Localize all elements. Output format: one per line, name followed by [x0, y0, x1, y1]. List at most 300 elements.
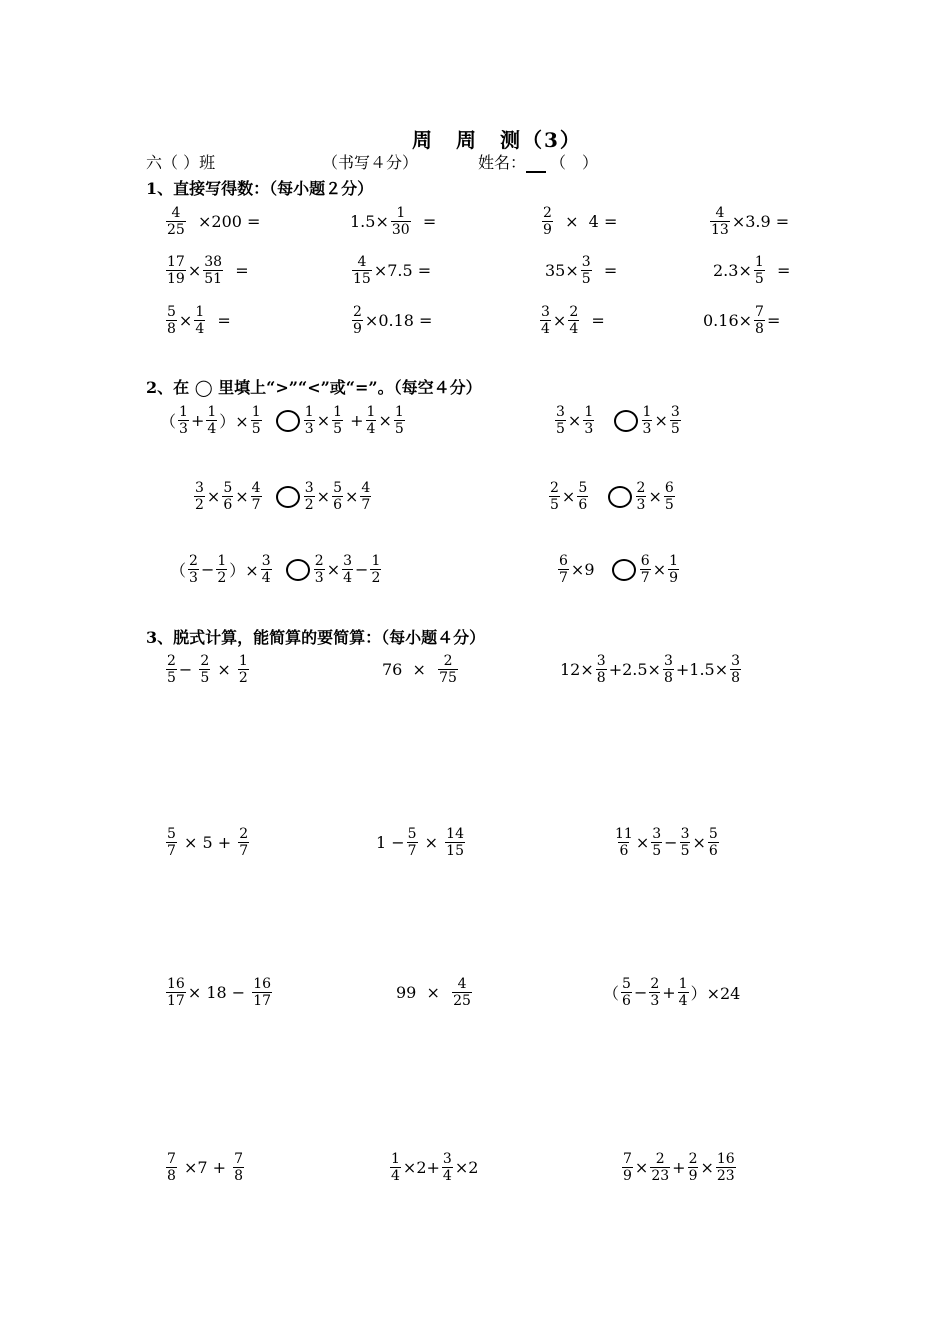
fraction: [360, 480, 371, 513]
expr-text: ×: [326, 560, 341, 579]
expr-text: [596, 411, 611, 430]
numerator: 3: [731, 653, 741, 669]
expr-text: ×: [212, 660, 236, 679]
fraction: [304, 404, 315, 437]
expr-text: ×: [700, 1158, 714, 1177]
fraction: [194, 480, 205, 513]
fraction: [452, 976, 472, 1009]
numerator: 1: [207, 404, 217, 420]
fraction: [352, 304, 363, 337]
fraction: [716, 1151, 736, 1184]
denominator: 4: [261, 570, 271, 586]
fraction: [442, 1151, 453, 1184]
numerator: 5: [333, 480, 342, 496]
denominator: 5: [754, 271, 764, 287]
fraction: [581, 254, 592, 287]
fraction: [304, 480, 315, 513]
numerator: 14: [446, 826, 464, 842]
fraction: [391, 205, 411, 238]
section3-item: [620, 1151, 738, 1184]
expr-text: +: [345, 411, 364, 430]
denominator: 7: [239, 843, 249, 859]
expr-text: =: [207, 311, 231, 330]
expr-text: ×2+: [402, 1158, 440, 1177]
denominator: 6: [708, 843, 718, 859]
section1-item: [350, 254, 431, 287]
expr-text: ×: [316, 487, 331, 506]
fraction: [332, 404, 343, 437]
expr-text: ×: [654, 411, 668, 430]
fraction: [178, 404, 189, 437]
expr-text: 1.5×: [350, 212, 389, 231]
denominator: 25: [167, 222, 185, 238]
section3-item: [388, 1151, 478, 1184]
denominator: 2: [304, 497, 314, 513]
expr-text: [274, 560, 284, 579]
expr-text: ×: [652, 560, 667, 579]
denominator: 5: [251, 421, 261, 437]
fraction: [730, 653, 741, 686]
numerator: 38: [204, 254, 223, 270]
fraction: [680, 826, 691, 859]
numerator: 4: [251, 480, 261, 496]
expr-text: −: [355, 560, 369, 579]
denominator: 7: [640, 570, 650, 586]
denominator: 7: [361, 497, 371, 513]
expr-text: ×: [187, 261, 202, 280]
denominator: 7: [167, 843, 176, 859]
expr-text: ×3.9 =: [731, 212, 790, 231]
fraction: [366, 404, 377, 437]
numerator: 1: [371, 553, 381, 569]
denominator: 4: [195, 321, 205, 337]
fraction: [203, 254, 223, 287]
name-paren: （ ）: [550, 153, 599, 172]
expr-text: +: [672, 1158, 686, 1177]
section1-item: [708, 205, 789, 238]
numerator: 7: [167, 1151, 176, 1167]
expr-text: [264, 487, 274, 506]
denominator: 3: [179, 421, 188, 437]
fraction: [649, 976, 660, 1009]
fraction: [314, 553, 325, 586]
fraction: [407, 826, 418, 859]
expr-text: =: [593, 261, 618, 280]
expr-text: × 18 −: [187, 983, 251, 1002]
numerator: 2: [353, 304, 362, 320]
expr-text: （: [160, 412, 177, 431]
expr-text: ×200 =: [187, 212, 261, 231]
fraction: [708, 826, 719, 859]
numerator: 1: [179, 404, 188, 420]
expr-text: [264, 411, 274, 430]
expr-text: =: [766, 311, 781, 330]
numerator: 2: [443, 653, 453, 669]
numerator: 4: [361, 480, 371, 496]
denominator: 9: [688, 1168, 698, 1184]
numerator: 1: [669, 553, 679, 569]
fraction: [642, 404, 653, 437]
denominator: 4: [569, 321, 579, 337]
fraction: [332, 480, 343, 513]
fraction: [663, 653, 674, 686]
page-title: 周 周 测（3）: [412, 128, 582, 152]
expr-text: ×0.18 =: [364, 311, 433, 330]
denominator: 6: [333, 497, 342, 513]
numerator: 6: [664, 480, 674, 496]
fraction: [222, 480, 233, 513]
section2-item: [553, 404, 683, 437]
fraction: [688, 1151, 699, 1184]
fraction: [651, 826, 662, 859]
section2-title: 2、在 ◯ 里填上“>”“<”或“=”。（每空４分）: [146, 378, 482, 397]
denominator: 8: [234, 1168, 244, 1184]
numerator: 7: [623, 1151, 632, 1167]
fraction: [166, 653, 177, 686]
denominator: 4: [343, 570, 353, 586]
expr-text: ）×: [229, 561, 259, 580]
numerator: 3: [343, 553, 353, 569]
denominator: 15: [353, 271, 371, 287]
numerator: 3: [541, 304, 550, 320]
section2-item: [160, 404, 407, 437]
fraction: [352, 254, 372, 287]
expr-text: =: [581, 311, 605, 330]
denominator: 13: [711, 222, 729, 238]
expr-text: 0.16×: [703, 311, 753, 330]
numerator: 1: [391, 1151, 400, 1167]
denominator: 6: [619, 843, 629, 859]
denominator: 5: [670, 421, 680, 437]
fraction: [390, 1151, 401, 1184]
numerator: 3: [652, 826, 662, 842]
numerator: 16: [167, 976, 185, 992]
section3-item: [560, 653, 743, 686]
class-label: 六（ ）班: [146, 153, 216, 172]
section1-item: [164, 205, 260, 238]
numerator: 3: [195, 480, 204, 496]
expr-text: ×: [567, 411, 582, 430]
section2-item: [547, 480, 677, 513]
fraction: [710, 205, 730, 238]
fraction: [754, 254, 765, 287]
denominator: 2: [195, 497, 204, 513]
section3-item: [164, 1151, 246, 1184]
compare-circle-blank[interactable]: [608, 486, 632, 508]
numerator: 2: [650, 976, 660, 992]
numerator: 1: [394, 404, 404, 420]
numerator: 5: [578, 480, 588, 496]
numerator: 2: [550, 480, 559, 496]
expr-text: −: [664, 833, 678, 852]
numerator: 1: [238, 653, 248, 669]
denominator: 4: [366, 421, 376, 437]
denominator: 3: [636, 497, 646, 513]
expr-text: +: [662, 983, 676, 1002]
denominator: 8: [167, 321, 176, 337]
fraction: [206, 404, 217, 437]
section3-item: [164, 976, 274, 1009]
fraction: [166, 826, 177, 859]
denominator: 5: [333, 421, 343, 437]
fraction: [555, 404, 566, 437]
denominator: 19: [167, 271, 185, 287]
compare-circle-blank[interactable]: [286, 559, 310, 581]
denominator: 9: [623, 1168, 632, 1184]
numerator: 5: [223, 480, 233, 496]
expr-text: （: [170, 561, 187, 580]
numerator: 3: [670, 404, 680, 420]
fraction: [583, 404, 594, 437]
denominator: 3: [650, 993, 660, 1009]
fraction: [558, 553, 569, 586]
section3-item: [164, 653, 251, 686]
denominator: 9: [669, 570, 679, 586]
fraction: [678, 976, 689, 1009]
denominator: 75: [439, 670, 457, 686]
section3-item: [164, 826, 251, 859]
fraction: [251, 480, 262, 513]
expr-text: ×: [316, 411, 331, 430]
denominator: 4: [442, 1168, 452, 1184]
numerator: 1: [195, 304, 205, 320]
section3-item: [612, 826, 721, 859]
denominator: 8: [731, 670, 741, 686]
fraction: [233, 1151, 244, 1184]
denominator: 5: [652, 843, 662, 859]
denominator: 17: [253, 993, 272, 1009]
numerator: 16: [716, 1151, 735, 1167]
name-blank: [526, 159, 546, 173]
denominator: 4: [541, 321, 550, 337]
denominator: 2: [371, 570, 381, 586]
numerator: 3: [680, 826, 690, 842]
numerator: 1: [584, 404, 594, 420]
fraction: [166, 205, 186, 238]
denominator: 9: [353, 321, 362, 337]
denominator: 8: [663, 670, 673, 686]
expr-text: 12×: [560, 660, 594, 679]
expr-text: （: [603, 984, 620, 1003]
numerator: 2: [543, 205, 552, 221]
expr-text: +1.5×: [675, 660, 729, 679]
expr-text: × 5 +: [178, 833, 237, 852]
numerator: 5: [708, 826, 718, 842]
expr-text: 99 ×: [396, 983, 451, 1002]
numerator: 2: [167, 653, 176, 669]
fraction: [650, 1151, 670, 1184]
expr-text: 35×: [545, 261, 579, 280]
denominator: 6: [578, 497, 588, 513]
expr-text: +: [190, 411, 205, 430]
expr-text: −: [633, 983, 648, 1002]
numerator: 17: [167, 254, 185, 270]
section2-item: [192, 480, 373, 513]
numerator: 2: [655, 1151, 665, 1167]
expr-text: ×: [419, 833, 444, 852]
expr-text: ×: [561, 487, 576, 506]
numerator: 1: [396, 205, 406, 221]
fraction: [342, 553, 353, 586]
denominator: 9: [543, 222, 552, 238]
fraction: [664, 480, 675, 513]
denominator: 25: [453, 993, 471, 1009]
denominator: 5: [664, 497, 674, 513]
denominator: 4: [207, 421, 217, 437]
denominator: 5: [167, 670, 176, 686]
expr-text: ×: [345, 487, 359, 506]
section3-item: [396, 976, 474, 1009]
fraction: [261, 553, 272, 586]
numerator: 7: [234, 1151, 244, 1167]
numerator: 1: [333, 404, 343, 420]
numerator: 3: [581, 254, 591, 270]
fraction: [542, 205, 553, 238]
denominator: 3: [584, 421, 594, 437]
expr-text: −: [200, 560, 215, 579]
fraction: [577, 480, 588, 513]
denominator: 6: [223, 497, 233, 513]
section3-title: 3、脱式计算，能简算的要简算：（每小题４分）: [146, 628, 486, 647]
expr-text: +2.5×: [608, 660, 661, 679]
section3-item: [382, 653, 460, 686]
section1-title: 1、直接写得数：（每小题２分）: [146, 179, 374, 198]
denominator: 3: [189, 570, 198, 586]
name-field: [478, 150, 598, 173]
numerator: 1: [304, 404, 314, 420]
numerator: 5: [167, 826, 176, 842]
numerator: 3: [261, 553, 271, 569]
expr-text: ×7.5 =: [373, 261, 432, 280]
fraction: [549, 480, 560, 513]
numerator: 16: [253, 976, 272, 992]
denominator: 7: [407, 843, 417, 859]
section2-item: [170, 553, 383, 586]
numerator: 1: [251, 404, 261, 420]
fraction: [621, 976, 632, 1009]
numerator: 1: [678, 976, 688, 992]
fraction: [238, 653, 249, 686]
fraction: [188, 553, 199, 586]
fraction: [251, 404, 262, 437]
writing-points: （书写４分）: [322, 153, 419, 172]
fraction: [636, 480, 647, 513]
denominator: 5: [550, 497, 559, 513]
denominator: 17: [167, 993, 185, 1009]
denominator: 8: [755, 321, 764, 337]
denominator: 15: [446, 843, 464, 859]
denominator: 8: [167, 1168, 176, 1184]
numerator: 7: [755, 304, 764, 320]
expr-text: 76 ×: [382, 660, 437, 679]
numerator: 3: [304, 480, 314, 496]
denominator: 7: [251, 497, 261, 513]
compare-circle-blank[interactable]: [612, 559, 636, 581]
fraction: [166, 254, 186, 287]
expr-text: ×: [635, 833, 650, 852]
numerator: 2: [314, 553, 324, 569]
expr-text: × 4 =: [554, 212, 618, 231]
numerator: 11: [615, 826, 633, 842]
expr-text: ）×24: [690, 984, 741, 1003]
expr-text: 1 −: [376, 833, 405, 852]
fraction: [640, 553, 651, 586]
expr-text: ×: [178, 311, 193, 330]
fraction: [540, 304, 551, 337]
expr-text: =: [225, 261, 249, 280]
fraction: [568, 304, 579, 337]
denominator: 5: [581, 271, 591, 287]
fraction: [668, 553, 679, 586]
section1-item: [164, 304, 231, 337]
fraction: [166, 1151, 177, 1184]
denominator: 3: [642, 421, 652, 437]
numerator: 4: [357, 254, 367, 270]
denominator: 4: [391, 1168, 400, 1184]
denominator: 5: [200, 670, 210, 686]
fraction: [238, 826, 249, 859]
compare-circle-blank[interactable]: [276, 410, 300, 432]
numerator: 1: [366, 404, 376, 420]
name-label: 姓名：: [478, 153, 527, 172]
denominator: 23: [651, 1168, 670, 1184]
numerator: 1: [642, 404, 652, 420]
fraction: [194, 304, 205, 337]
fraction: [252, 976, 272, 1009]
expr-text: ×: [648, 487, 662, 506]
section1-item: [538, 304, 605, 337]
fraction: [754, 304, 765, 337]
numerator: 3: [596, 653, 606, 669]
denominator: 5: [680, 843, 690, 859]
expr-text: ×: [378, 411, 392, 430]
compare-circle-blank[interactable]: [614, 410, 638, 432]
expr-text: ×: [634, 1158, 649, 1177]
denominator: 30: [391, 222, 410, 238]
fraction: [216, 553, 227, 586]
denominator: 3: [304, 421, 314, 437]
fraction: [614, 826, 634, 859]
numerator: 6: [559, 553, 568, 569]
numerator: 2: [569, 304, 579, 320]
denominator: 5: [556, 421, 565, 437]
expr-text: ×7 +: [178, 1158, 232, 1177]
numerator: 4: [457, 976, 467, 992]
numerator: 3: [442, 1151, 452, 1167]
section1-item: [713, 254, 790, 287]
numerator: 3: [556, 404, 565, 420]
fraction: [394, 404, 405, 437]
numerator: 2: [200, 653, 210, 669]
denominator: 7: [559, 570, 568, 586]
section1-item: [350, 304, 432, 337]
section1-item: [545, 254, 617, 287]
denominator: 8: [596, 670, 606, 686]
denominator: 4: [678, 993, 688, 1009]
expr-text: ×: [235, 487, 249, 506]
fraction: [199, 653, 210, 686]
expr-text: ×: [692, 833, 706, 852]
numerator: 2: [239, 826, 249, 842]
fraction: [438, 653, 458, 686]
expr-text: ×: [552, 311, 567, 330]
numerator: 5: [622, 976, 631, 992]
compare-circle-blank[interactable]: [276, 486, 300, 508]
numerator: 6: [640, 553, 650, 569]
section2-item: [556, 553, 681, 586]
numerator: 1: [217, 553, 227, 569]
numerator: 5: [407, 826, 417, 842]
